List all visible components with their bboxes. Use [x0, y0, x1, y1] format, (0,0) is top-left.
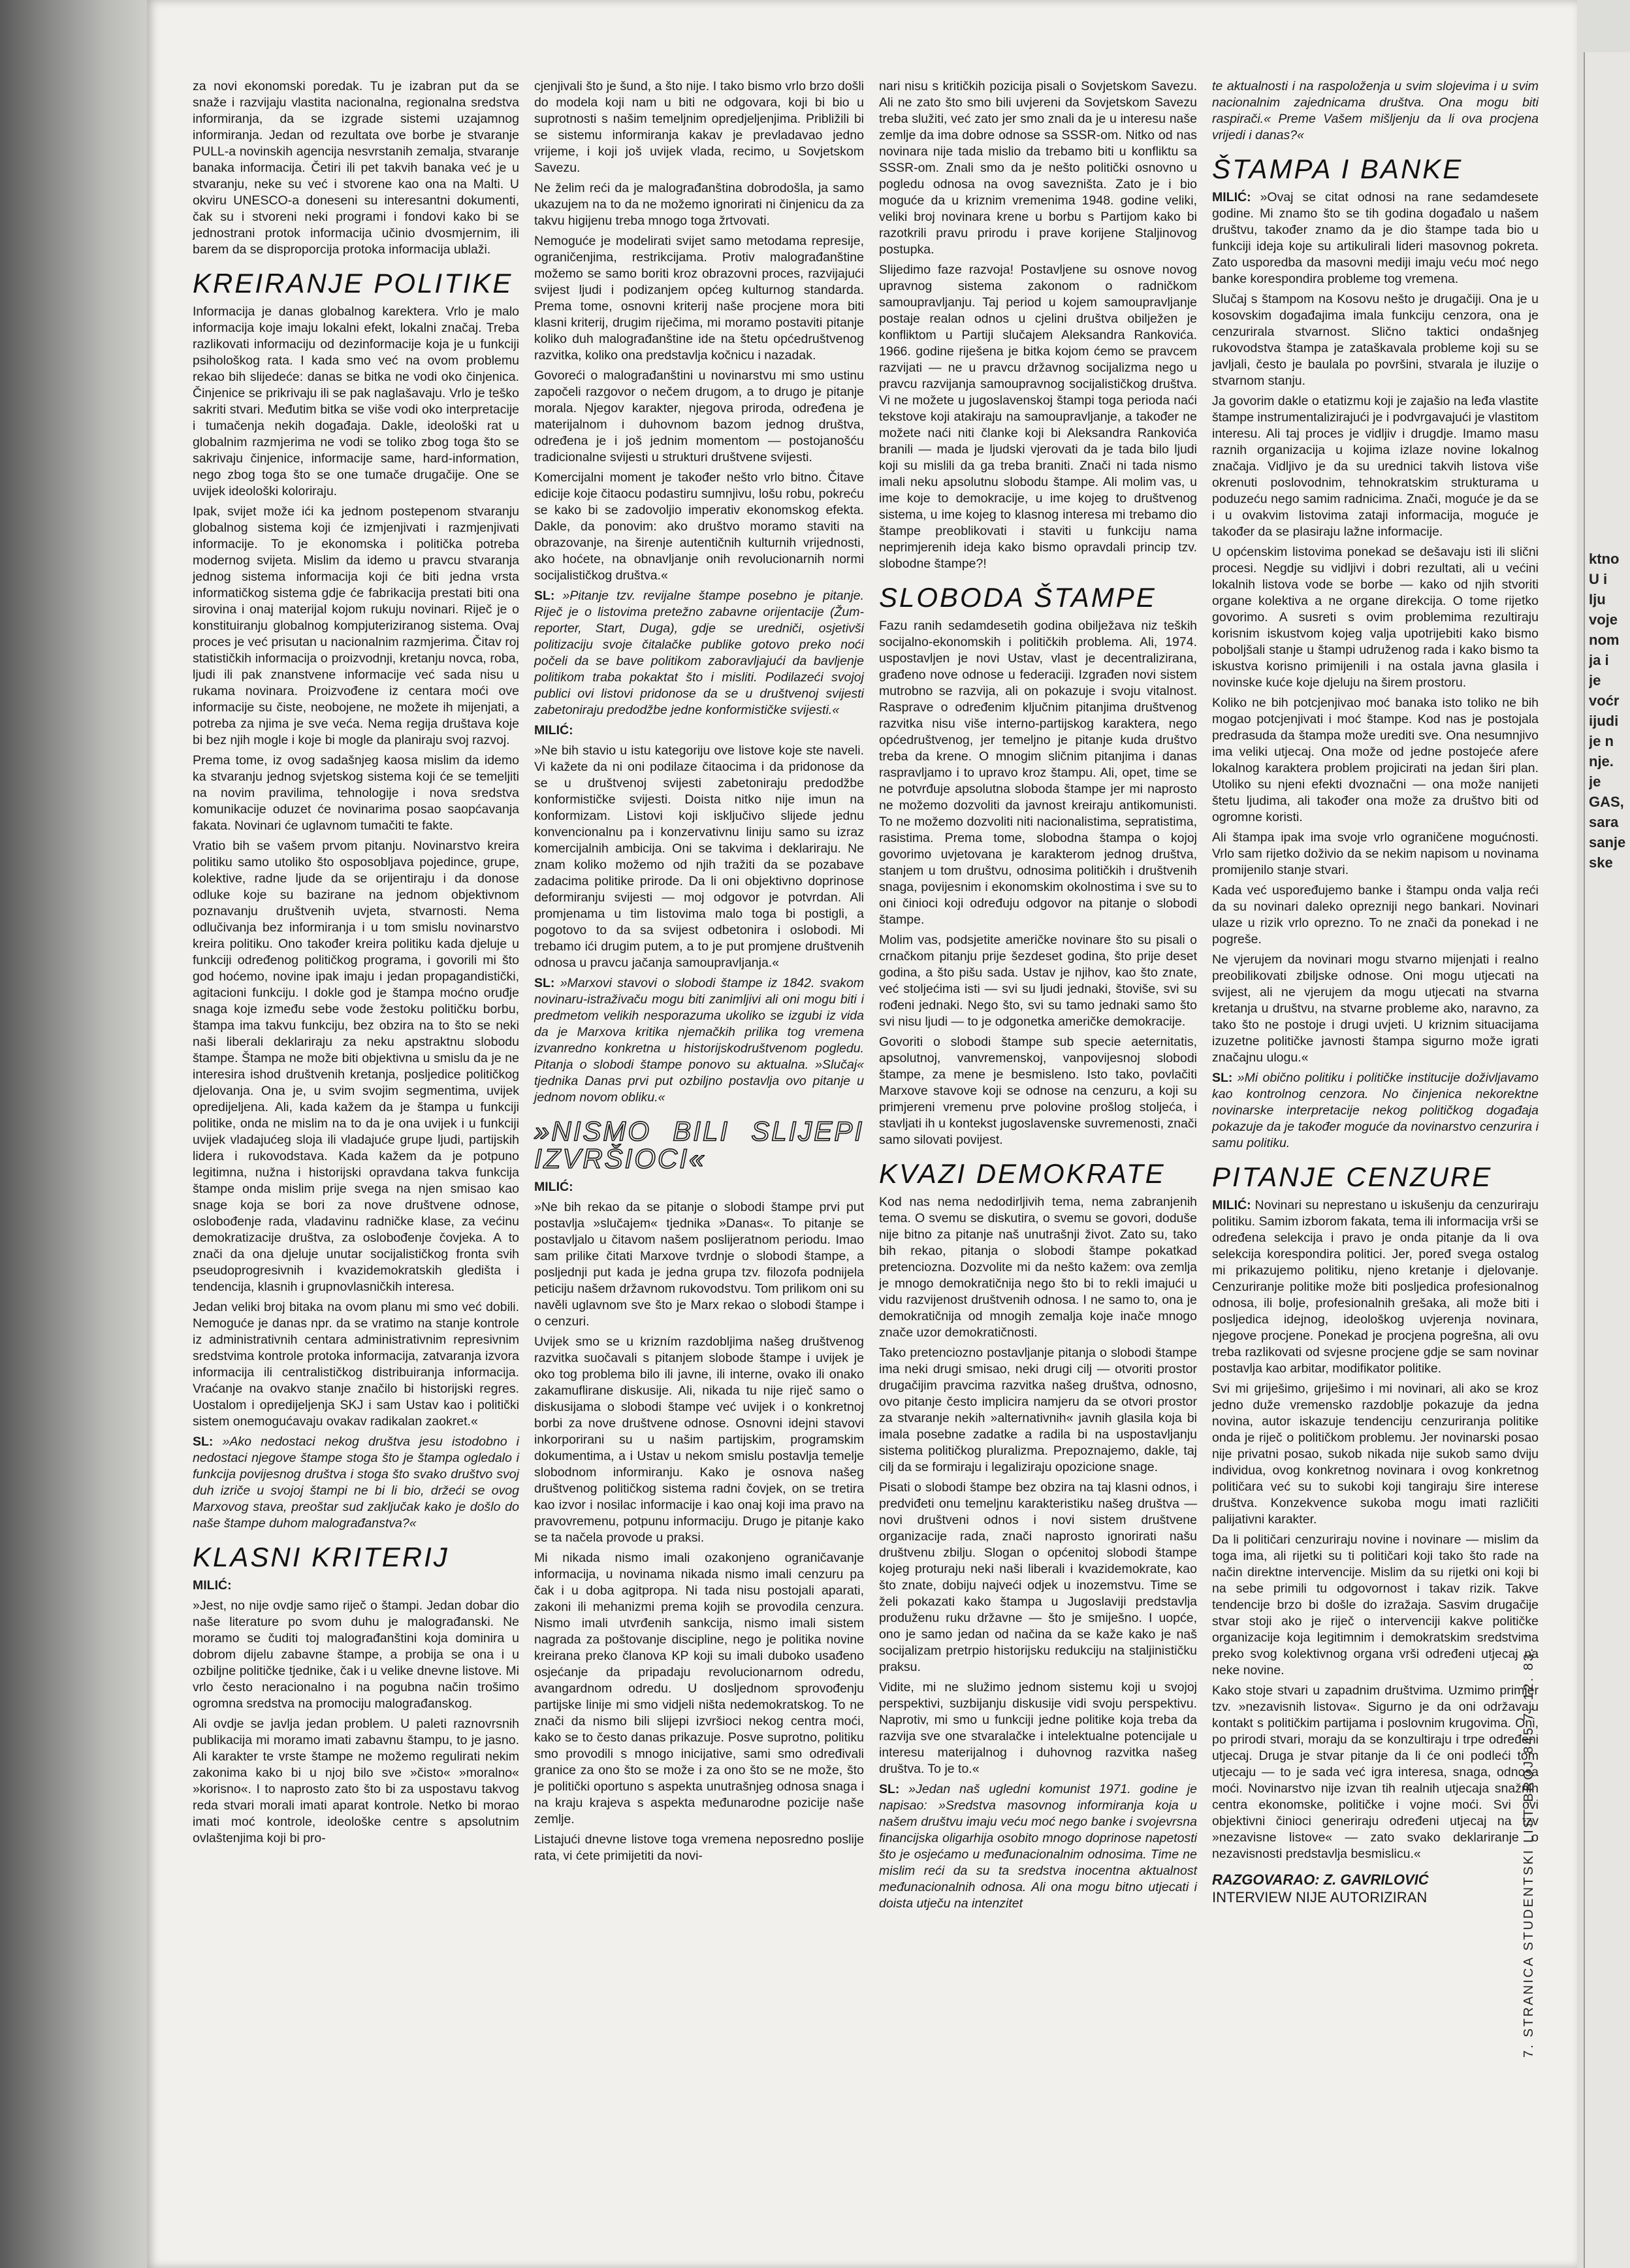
paragraph: »Jest, no nije ovdje samo riječ o štampi. Jedan dobar dio naše literature po svom duhu je malograđanski. Ne moramo se čuditi toj malograđanštini koja dominira u dobrom dijelu zabavne štampe, a probija se ona i u ozbiljne političke tjednike, čak i u velike dnevne listove. Mi vrlo često neracionalno i na pogubna način trošimo ogromna sredstva na promociju malograđanskog. [193, 1598, 519, 1711]
paragraph: Vratio bih se vašem prvom pitanju. Novinarstvo kreira politiku samo utoliko što osposobljava pojedince, grupe, kolektive, radne ljude da se orijentiraju i da donose odluke koje su bazirane na jednom objektivnom poznavanju društvenih uvjeta, stvarnosti. Nema odlučivanja bez informiranja i u tom smislu novinarstvo kreira politiku. Ono također kreira politiku kada djeluje u funkciji određenog političkog programa, i govorili mi što god hoćemo, novine ipak imaju i jedan propagandistički, agitacioni funkciju. I dokle god je štampa moćno oruđje snaga koje između sebe vode žestoku političku borbu, štampa ima takvu funkciju, bez obzira na to što se neki naši liberali deklariraju za neku apstraktnu slobodu štampe. Štampa ne može biti objektivna u smislu da je ne interesira ishod društvenih kretanja, posljedice političkog djelovanja. Ona je, u svim svojim segmentima, uvijek opredijeljena. Ali, kada kažem da je štampa u funkciji politike, onda ne mislim na to da je ona uvijek i u funkciji uvijek vladajućeg sloja ili vladajuće grupe ljudi, partijskih lidera i rukovodstava. Kada kažem da je potpuno legitimna, nužna i historijski opravdana takva funkcija štampe onda mislim prije svega na njen smisao kao snage koja se bori za nove društvene odnose, oslobođenje rada, vladavinu radničke klase, za većinu demokratizacije društva, za oslobođenje čovjeka. A to znači da ona djeluje unutar socijalističkog fronta svih pseudoprogresivnih i kvazidemokratskih gledišta i tendencija, klasnih i grupnovlasničkih interesa. [193, 839, 519, 1294]
authorization-note: INTERVIEW NIJE AUTORIZIRAN [1212, 1889, 1428, 1905]
speaker-label: MILIĆ: [193, 1578, 232, 1593]
section-heading: ŠTAMPA I BANKE [1212, 154, 1463, 184]
question-text: »Marxovi stavovi o slobodi štampe iz 1842. svakom novinaru-istraživaču mogu biti zanimljivi ali oni mogu biti i predmetom velikih nesporazuma ukoliko se izgubi iz vida da je Marxova kritika njemačkih prilika tog vremena izvanredno konkretna u historijskodruštvenom pogledu. Pitanja o slobodi štampe ponovo su aktualna. »Slučaj« tjednika Danas prvi put ozbiljno postavlja ovo pitanje u jednom novom obliku.« [534, 976, 864, 1105]
paragraph: Koliko ne bih potcjenjivao moć banaka isto toliko ne bih mogao potcjenjivati i moć štampe. Kod nas je postojala predrasuda da štampa može urediti sve. Ona nesumnjivo ima veliki utjecaj. Ona može od jedne postojeće afere lokalnog karaktera problem projicirati na jedan širi plan. Utoliko su njeni efekti dvoznačni — ona može nanijeti štetu ljudima, ali također ona može za društvo biti od ogromne koristi. [1212, 696, 1539, 824]
speaker-label: MILIĆ: [534, 1180, 573, 1194]
paragraph: Ne vjerujem da novinari mogu stvarno mijenjati i realno preobilikovati zbiljske odnose. Oni mogu utjecati na svijest, ali ne vjerujem da mogu utjecati na stvarna kretanja u društvu, na stvarne probleme ako, naravno, za tako što ne postoje i drugi uvjeti. U kriznim situacijama izuzetne političke javnosti štampa sigurno može igrati značajnu ulogu.« [1212, 952, 1539, 1065]
paragraph: Slučaj s štampom na Kosovu nešto je drugačiji. Ona je u kosovskim događajima imala funkciju cenzora, ona je cenzurirala stvarnost. Slično taktici ondašnjeg rukovodstva štampa je zataškavala probleme koji su se javljali, često je baulala po površini, stvarala je iluzije o stvarnom stanju. [1212, 292, 1539, 388]
section-heading: KVAZI DEMOKRATE [879, 1158, 1166, 1189]
paragraph: Jedan veliki broj bitaka na ovom planu mi smo već dobili. Nemoguće je danas npr. da se vratimo na stanje kontrole iz administrativnih centara administrativnim represivnim sredstvima kontrole protoka informacija, zatvaranja izvora informacija ili centralističkog distribuiranja informacija. Vraćanje na ovakvo stanje značilo bi historijski regres. Uostalom i opredijeljenja SKJ i sam Ustav kao i politički sistem onemogućavaju ovakav radikalan zaokret.« [193, 1300, 519, 1429]
section-heading: PITANJE CENZURE [1212, 1161, 1493, 1192]
paragraph: cjenjivali što je šund, a što nije. I tako bismo vrlo brzo došli do modela koji nam u biti ne odgovara, koji bi bio u suprotnosti s našim temeljnim opredjeljenjima. Približili bi se sistemu informiranja kakav je prevladavao jedno vrijeme, i koji još uvijek vlada, recimo, u Sovjetskom Savezu. [534, 79, 864, 175]
speaker-label: SL: [1212, 1071, 1233, 1085]
paragraph: »Ne bih rekao da se pitanje o slobodi štampe prvi put postavlja »slučajem« tjednika »Danas«. To pitanje se postavljalo u čitavom našem poslijeratnom periodu. Imao sam prilike čitati Marxove tvrdnje o slobodi štampe, a posljednji put kada je jedna grupa tzv. filozofa podnijela peticiju našem državnom rukovodstvu. Tom prilikom oni su navěli uglavnom sve što je Marx rekao o slobodi štampe i o cenzuri. [534, 1200, 864, 1329]
paragraph: Govoreći o malograđanštini u novinarstvu mi smo ustinu započeli razgovor o nečem drugom, a to drugo je pitanje morala. Njegov karakter, njegova priroda, određena je materijalnom i duhovnom bazom jednog društva, određena je i još jednim momentom — postojanošću tradicionalne svijesti u strukturi društvene svijesti. [534, 368, 864, 464]
paragraph: Pisati o slobodi štampe bez obzira na taj klasni odnos, i predviđeti onu temeljnu karakteristiku našeg društva — novi društveni odnos i novi sistem društvene organizacije rada, znači naprosto ignorirati našu društvenu zbilju. Slogan o općenitoj slobodi štampe kojeg proturaju neki naši liberali i kvazidemokrate, kao što znate, dobiju najveći odjek u inozemstvu. Time se želi pokazati kako štampa u Jugoslaviji predstavlja produženu ruku državne — što je smiješno. I uopće, ono je samo jedan od načina da se kaže kako je naš socijalizam pretrpio historijsku redukciju na staljinističku praksu. [879, 1480, 1197, 1674]
section-heading: KREIRANJE POLITIKE [193, 268, 513, 299]
adjacent-page-edge [1584, 52, 1630, 2268]
speaker-label: SL: [879, 1782, 900, 1796]
paragraph: Fazu ranih sedamdesetih godina obilježava niz teških socijalno-ekonomskih i političkih problema. Ali, 1974. uspostavljen je novi Ustav, vlast je decentralizirana, građeno nove odnose u federaciji. Izgrađen novi sistem mutrobno se razvija, ali on pokazuje i svoju vitalnost. Rasprave o određenim ključnim pitanjima društvenog razvitka nisu više interno-partijskog karaktera, nego općedruštvenog, jer temeljno je pitanje kuda društvo treba da krene. O mnogim sličnim pitanjima i danas raspravljamo i to upravo kroz štampu. Ali, opet, time se ne potvrđuje apsolutna sloboda štampe jer mi naprosto ne možemo dozvoliti da javnost kreiraju antikomunisti. To ne možemo dozvoliti niti nacionalistima, sepratistima, rasistima. Prema tome, slobodna štampa o kojoj govorimo uvjetovana je karakterom jednog društva, stanjem u tom društvu, odnosima političkih i društvenih snaga, povijesnim i ekonomskim okolnostima i sve su to oni činioci koji određuju odgovor na pitanje o slobodi štampe. [879, 619, 1197, 927]
paragraph: Ipak, svijet može ići ka jednom postepenom stvaranju globalnog sistema koji će izmjenjivati i razmjenjivati informacije. To je ekonomska i politička potreba modernog svijeta. Mislim da idemo u pravcu stvaranja jednog sistema informacija koji će biti jedna vrsta informatičkog sistema gdje će fabrikacija prestati biti ona sirovina i onaj materijal kojom rukuju novinari. Riječ je o konstituiranju globalnog kompjuteriziranog sistema. Ovaj proces je već prisutan u nacionalnim razmjerima. Čitav roj statističkih informacija o proizvodnji, kretanju novca, roba, ljudi ili pak znanstvene informacije već sada nisu u rukama novinara. Proizvođene iz centara moći ove informacije su čiste, neobojene, ne možete ih mijenjati, a potreba za njima je sve veća. Nema regija društava koje bi bez njih mogle i koje bi mogle da planiraju svoj razvoj. [193, 504, 519, 747]
paragraph: Molim vas, podsjetite američke novinare što su pisali o crnačkom pitanju prije šezdeset godina, što prije deset godina, a što pišu sada. Ustav je njihov, kao što znate, već stoljećima isti — svi su ljudi jednaki, štoviše, svi su rođeni jednaki. Nego što, svi su tamo jednaki samo što svi nisu ljudi — to je odgonetka američke demokracije. [879, 933, 1197, 1029]
interviewer-question [534, 975, 864, 1106]
section-heading: »NISMO BILI SLIJEPI IZVRŠIOCI« [534, 1116, 864, 1174]
question-text: »Ako nedostaci nekog društva jesu istodobno i nedostaci njegove štampe stoga što je štampa ogledalo i funkcija povijesnog društva i stoga što svako društvo svoj duh izriče u svojoj štampi ne bi li bio, držeći se ovog Marxovog stava, preoštar sud zaključak kako je došlo do naše štampe duhom malograđanstva?« [193, 1434, 519, 1531]
paragraph: Uvijek smo se u krizním razdobljima našeg društvenog razvitka suočavali s pitanjem slobode štampe i uvijek je oko tog problema bilo ili javne, ili interne, ovako ili onako zakamuflirane diskusije. Ali, nikada tu nije riječ samo o diskusijama o slobodi štampe već uvijek i o konkretnoj borbi za nove društvene odnose. Osnovni idejni stavovi inkorporirani su u našim partijskim, programskim dokumentima, a i Ustav u nekom smislu postavlja temelje slobodnom informiranju. Kako je osnova našeg društvenog političkog sistema radni čovjek, on se tretira kao izvor i nosilac informacije i kao onaj koji ima pravo na pravovremenu, potpunu informaciju. Drugo je pitanje kako se ta načela provode u praksi. [534, 1335, 864, 1545]
column-2 [534, 78, 864, 1868]
interviewer-question [879, 1781, 1197, 1912]
answer-text: »Ovaj se citat odnosi na rane sedamdesete godine. Mi znamo što se tih godina događalo u našem društvu, također znamo da je dio štampe tada bio u funkciji ideja koje su artikulirali lideri masovnog pokreta. Zato usporedba da masovni mediji imaju veću moć nego banke korespondira probleme tog vremena. [1212, 190, 1539, 286]
interviewer-question [1212, 1070, 1539, 1152]
paragraph: »Ne bih stavio u istu kategoriju ove listove koje ste naveli. Vi kažete da ni oni podilaze čitaocima i da pridonose da se u društvenoj svijesti zabetoniraju predodžbe konformističke svijesti. Doista nitko nije imun na konformizam. Listovi koji isključivo slijede jednu konvencionalnu pa i konzervativnu liniju samo su izraz komercijalnih ambicija. Oni se takvima i deklariraju. Ne znam koliko možemo od njih tražiti da se pozabave zadacima politike prirode. Da li oni objektivno doprinose deformiranju svijesti — moj odgovor je potvrdan. Ali promjenama u tim listovima malo toga bi postigli, a pogotovo to da sa svijest odbetonira i oslobodi. Mi trebamo ići drugim putem, a to je put promjene društvenih odnosa u pravcu jačanja samoupravljanja.« [534, 743, 864, 970]
paragraph: Kod nas nema nedodirljivih tema, nema zabranjenih tema. O svemu se diskutira, o svemu se govori, doduše nije bitno za pitanje naš unutrašnji život. Zato su, tako bih rekao, pitanja o slobodi štampe pokatkad pretencioznа. Dozvolite mi da nešto kažem: ova zemlja je mnogo demokratičnija nego što bi to rekli imajući u vidu razvijenost društvenih odnosa. I ne samo to, ona je demokratičnija od mnogih zemalja koje inače mnogo znače uzor demokratičnosti. [879, 1195, 1197, 1340]
paragraph: U općenskim listovima ponekad se dešavaju isti ili slični procesi. Negdje su vidljivi i dobri rezultati, ali u većini lokalnih listova vode se borbe — kako od njih stvoriti organe kolektiva a ne organe direkcija. O tome rijetko govorimo. A susreti s ovim problemima rezultiraju korisnim iskustvom kojeg valja upotrijebiti kako bismo poboljšali stanje u štampi udruženog rada i kako bismo ta iskustva korisno primijenili i na ostala javna glasila i novinske kuće koje djeluju na širem prostoru. [1212, 545, 1539, 690]
column-4 [1212, 78, 1539, 1905]
paragraph: Slijedimo faze razvoja! Postavljene su osnove novog upravnog sistema zakonom o radničkom samoupravljanju. Taj period u kojem samoupravljanje postaje realan odnos u cjelini društva obilježen je konfliktom u Partiji slučajem Aleksandra Rankovića. 1966. godine riješena je bitka kojom ćemo se pravcem razvijati — ne u pravcu državnog socijalizma nego u pravcu razvijanja samoupravnog socijalističkog društva. Vi ne možete u jugoslavenskoj štampi toga perioda naći tekstove koji atakiraju na samoupravljanje, a također ne možete naći niti članke koji bi Aleksandra Rankovića branili — mada je ljudski vjerovati da je tada bilo ljudi koji su mislili da ga treba braniti. Znači ni tada nismo imali neku apsolutnu slobodu štampe. Ali molim vas, u ime koje to demokracije, u ime kojeg to društvenog sistema, u ime kojeg to klasnog interesa mi trebamo dio štampe preoblikovati i staviti u funkciju nama neprimjerenih ideja kako bismo opravdali princip tzv. slobodne štampe?! [879, 263, 1197, 571]
paragraph: Prema tome, iz ovog sadašnjeg kaosa mislim da idemo ka stvaranju jednog svjetskog sistema koji će se temeljiti na novim pravilima, tehnologije i nova sredstva komunikacije oduzet će novinarima posao saopćavanja fakata. Novinari će uglavnom tumačiti te fakte. [193, 753, 519, 833]
speaker-label: SL: [534, 976, 555, 990]
paragraph: Svi mi griješimo, griješimo i mi novinari, ali ako se kroz jedno duže vremensko razdoblje pokazuje da jedna novina, autor iskazuje tendenciju cenzuriranja politike onda je riječ o političkom problemu. Jer novinarski posao nije privatni posao, sukob nikada nije sukob samo dviju individua, ovog konkretnog novinara i ovog konkretnog političara već su to sukobi koji tangiraju šire interese društva. Konzekvence sukoba mogu imati različiti palijativni karakter. [1212, 1382, 1539, 1527]
paragraph: Govoriti o slobodi štampe sub specie aeternitatis, apsolutnoj, vanvremenskoj, vanpovijesnoj slobodi štampe, za mene je besmisleno. Isto tako, povlačiti Marxove stavove koji se odnose na cenzuru, a koji su primjereni vremenu prve polovine prošlog stoljeća, i stavljati ih u kontekst jugoslavenske suvremenosti, znači samo silovati povijest. [879, 1035, 1197, 1147]
speaker-label: SL: [534, 589, 555, 603]
paragraph: Da li političari cenzuriraju novine i novinare — mislim da toga ima, ali rijetki su ti političari koji tako što rade na način direktne intervencije. Mislim da su rijetki oni koji bi na sebe primili tu odgovornost i takav rizik. Takve tendencije brzo bi došle do izražaja. Sasvim drugačije stvar stoji ako je riječ o intervenciji kakve političke organizacije koja legitimnim i demokratskim sredstvima preko svog kolektivnog organa vrši određeni utjecaj na neke novine. [1212, 1532, 1539, 1677]
question-text: »Mi obično politiku i političke institucije doživljavamo kao kontrolnog cenzora. No činjenica nekorektne novinarske interpretacije nekog političkog događaja pokazuje da je također moguće da novinarstvo cenzurira i samu politiku. [1212, 1071, 1539, 1150]
interviewer-question [534, 588, 864, 719]
speaker-label: SL: [193, 1434, 214, 1449]
paragraph: Ali štampa ipak ima svoje vrlo ograničene mogućnosti. Vrlo sam rijetko doživio da se nekim napisom u novinama promijenilo stanje stvari. [1212, 830, 1539, 877]
column-3 [879, 78, 1197, 1916]
column-1 [193, 78, 519, 1851]
paragraph: Tako pretenciozno postavljanje pitanja o slobodi štampe ima neki drugi smisao, neki drugi cilj — otvoriti prostor drugačijim pravcima razvitka našeg društva, odnosno, ovo pitanje često implicira namjeru da se otvori prostor za stvaranje nekih »alternativnih« javnih glasila koja bi imala posebne zadatke a radila bi na uspostavljanju sistema političkog pluralizma. Prepoznajemo, dakle, taj cilj da se formiraju i legaliziraju opozicione snage. [879, 1346, 1197, 1474]
section-heading: KLASNI KRITERIJ [193, 1542, 449, 1572]
interviewer-question [193, 1434, 519, 1532]
paragraph: Vidite, mi ne služimo jednom sistemu koji u svojoj perspektivi, suzbijanju diskusije vidi svoju perspektivu. Naprotiv, mi smo u funkciji jedne politike koja treba da razvija sve one stvaralačke i intelektualne potencijale u interesu materijalnog i duhovnog razvitka našeg društva. To je to.« [879, 1680, 1197, 1776]
paragraph: Kako stoje stvari u zapadnim društvima. Uzmimo primjer tzv. »nezavisnih listova«. Sigurno je da oni održavaju kontakt s političkim partijama i poslovnim krugovima. Oni, po prirodi stvari, moraju da se konzultiraju i trpe određeni utjecaj. Druga je stvar pitanje da li će oni podleći tom utjecaju — to je sada već igra interesa, snaga, odnosa moći. Novinarstvo nije izvan tih realnih utjecaja snažnih centra ekonomske, političke i vojne moći. Svi ovi objektivni činioci generiraju određeni utjecaj na tzv »nezavisne listove« — zato svako deklariranje o nezavisnosti predstavlja besmislicu.« [1212, 1683, 1539, 1861]
paragraph: Ne želim reći da je malograđanština dobrodošla, ja samo ukazujem na to da ne možemo ignorirati ni činjenicu da za takvu higijenu treba mnogo toga žrtvovati. [534, 181, 864, 228]
question-text: »Jedan naš ugledni komunist 1971. godine je napisao: »Sredstva masovnog informiranja koja u našem društvu imaju veću moć nego banke i svojevrsna financijska oligarhija osobito mnogo doprinose napetosti što je osjećamo u međunacionalnim odnosima. Time ne mislim reći da su ta sredstva inocentna aktualnost međunacionalnih odnosa. Ali ona mogu bitno utjecati i doista utječu na intenzitet [879, 1782, 1198, 1911]
section-heading: SLOBODA ŠTAMPE [879, 582, 1157, 613]
speaker-label: MILIĆ: [1212, 1198, 1251, 1212]
adjacent-page-text: ktno U i Iju voje nom ja i je voćr ijudi je n nje. je GAS, sara sanje ske [1589, 551, 1626, 871]
page-footer-vertical: 7. STRANICA STUDENTSKI LIST BROJ 845 7. 12. 83. [1522, 1646, 1536, 2058]
paragraph: Nemoguće je modelirati svijet samo metodama represije, ograničenjima, restrikcijama. Protiv malograđanštine možemo se samo boriti kroz obrazovni proces, razvijajući svijest ljudi i podizanjem općeg kulturnog standarda. Prema tome, osnovni kriterij naše procjene mora biti klasni kriterij, drugim riječima, mi moramo postaviti pitanje koliko duh malograđanštine ide na štetu općedruštvenog razvitka, koliko ona predstavlja kočnicu i nazadak. [534, 234, 864, 363]
answer [1212, 189, 1539, 287]
paragraph: Ja govorim dakle o etatizmu koji je zajašio na leđa vlastite štampe instrumentalizirajući je i podvrgavajući je vlastitom interesu. Ali taj proces je vidljiv i drugdje. Imamo masu raznih organizacija u kojima izlaze novine lokalnog značaja. Vidljivo je da su urednici takvih listova više okrenuti poslovodnim, tehnokratskim strukturama u poduzeću nego samim radnicima. Znači, moguće je da se i u ovakvim listovima zataji informacija, moguće je također da se plasiraju lažne informacije. [1212, 394, 1539, 539]
paragraph: za novi ekonomski poredak. Tu je izabran put da se snaže i razvijaju vlastita nacionalna, regionalna sredstva informiranja, da se izgrade sistemi uzajamnog informiranja. Jedan od rezultata ove borbe je stvaranje PULL-a novinskih agencija nesvrstanih zemalja, stvaranje banaka informacija. Četiri ili pet takvih banaka već je u stvaranju, neke su već i stvorene kao ona na Malti. U okviru UNESCO-a doneseni su interesantni dokumenti, čak su i stvoreni neki programi i fondovi kako bi se jednostrani protok informacija učinio dvosmjernim, ili barem da se disproporcija protoka informacija ublaži. [193, 79, 519, 257]
answer [1212, 1197, 1539, 1377]
paragraph: Mi nikada nismo imali ozakonjeno ograničavanje informacija, u novinama nikada nismo imali cenzuru pa čak i u doba agitpropa. Ni tada nisu postojali aparati, zakoni ili mehanizmi prema kojih se provodila cenzura. Nismo imali utvrđenih sankcija, nismo imali sistem nagrada za poštovanje discipline, nego je politika novine kreirana preko članova KP koji su imali duboko usađeno osjećanje da pripadaju revolucionarnom odredu, avangardnom odredu. U dosljednom sprovođenju partijske linije mi smo vidjeli ništa nedemokratskog. To ne znači da nismo bili slijepi izvršioci nekog centra moći, kako se to često danas prikazuje. Posve suprotno, politiku smo provodili s mnogo inicijative, sami smo određivali granice za ono što se može i za ono što se ne može, što je politički oportuno s aspekta unutrašnjeg odnosa snaga i na kraju krajeva s aspekta međunarodne pozicije naše zemlje. [534, 1551, 864, 1826]
paragraph: Komercijalni moment je također nešto vrlo bitno. Čitave edicije koje čitaocu podastiru sumnjivu, lošu robu, pokreću se kako bi se zadovoljio imperativ ekonomskog efekta. Dakle, da ponovim: ako društvo moramo staviti na obrazovanje, na širenje autentičnih kulturnih vrijednosti, ako hoćete, na obnavljanje onih revolucionarnih normi socijalističkog društva.« [534, 470, 864, 583]
interviewer-credit: RAZGOVARAO: Z. GAVRILOVIĆ [1212, 1871, 1429, 1888]
paragraph: nari nisu s kritičkih pozicija pisali o Sovjetskom Savezu. Ali ne zato što smo bili uvjereni da Sovjetskom Savezu treba služiti, već zato jer smo znali da je u interesu naše zemlje da ima dobre odnose sa SSSR-om. Nitko od nas novinara nije tada mislio da trebamo biti u konfliktu sa SSSR-om. Znali smo da je nešto politički osnovno u pogledu odnosa na ovog savezništa. Zato je i bio moguće da u kriznim vremenima 1948. godine veliki, veliki broj novinara krene u borbu s Partijom kako bi razotkrili pravu prirodu i prave korijene Staljinovog postupka. [879, 79, 1197, 257]
paragraph: Informacija je danas globalnog karektera. Vrlo je malo informacija koje imaju lokalni efekt, lokalni značaj. Treba razlikovati informaciju od dezinformacije koja je u funkciji psihološkog rata. I kada smo već na ovom problemu rekao bih slijedeće: danas se bitka ne vodi oko činjenica. Činjenice se prikrivaju ili se pak naglašavaju. Vrlo je teško sakriti stvari. Međutim bitka se više vodi oko interpretacije i tumačenja nekih događaja. Dakle, ideološki rat u globalnim razmjerima ne vodi se toliko zbog toga što se sakrivaju činjenice, informacije same, hard-information, nego zbog toga što se one tumače drugačije. One se uvijek ideološki koloriraju. [193, 304, 519, 498]
question-text: »Pitanje tzv. revijalne štampe posebno je pitanje. Riječ je o listovima pretežno zabavne orijentacije (Žum-reporter, Start, Duga), gdje se uredniči, osjetivši politizaciju svoje čitalačke publike gotovo preko noći počeli da se bave politikom zaboravljajući da bavljenje politikom traba pokaktat što i misliti. Podilazeći svojoj publici ovi listovi pridonose da se u društvenoj svijesti zabetoniraju predodžbe jedne konformističke svijesti.« [534, 589, 865, 717]
paragraph: Listajući dnevne listove toga vremena neposredno poslije rata, vi ćete primijetiti da novi- [534, 1832, 864, 1863]
speaker-label: MILIĆ: [1212, 190, 1251, 204]
paragraph: Kada već uspoređujemo banke i štampu onda valja reći da su novinari daleko oprezniji nego bankari. Novinari ulaze u rizik vrlo oprezno. To ne znači da ponekad i ne pogreše. [1212, 883, 1539, 947]
speaker-label: MILIĆ: [534, 723, 573, 737]
question-text: te aktualnosti i na raspoloženja u svim slojevima i u svim nacionalnim zajednicama društva. Ona mogu biti raspirači.« Preme Vašem mišljenju da li ova procjena vrijedi i danas?« [1212, 79, 1539, 142]
paragraph: Ali ovdje se javlja jedan problem. U paleti raznovrsnih publikacija mi moramo imati zabavnu štampu, to je jasno. Ali karakter te vrste štampe ne možemo regulirati nekim zakonima kako bi u njoj bilo sve »čisto« »moralno« »korisno«. I to naprosto zato što bi za uspostavu takvog reda stvari morali imati aparat kontrole. Netko bi morao imati moć kontrole, ideološke centre s apsolutnim ovlaštenjima koji bi pro- [193, 1717, 519, 1845]
answer-text: Novinari su neprestano u iskušenju da cenzuriraju politiku. Samim izborom fakata, tema ili informacija vrši se određena selekcija i pravo je onda pitanje da li ova selekcija korespondira politici. Jer, poređ svega ostalog mi prikazujemo politiku, njeno kretanje i djelovanje. Cenzuriranje politike može biti posljedica profesionalnog odnosa, ili bolje, profesionalnih grešaka, ali može biti i posljedica idejnog, ideološkog uvjerenja novinara, njegove procjene. Ponekad je procjena pogrešna, ali ovu treba razlikovati od svjesne procjene gdje se sam novinar postavlja kao arbitar, modifikator politike. [1212, 1198, 1539, 1376]
binding-shadow [0, 0, 150, 2268]
